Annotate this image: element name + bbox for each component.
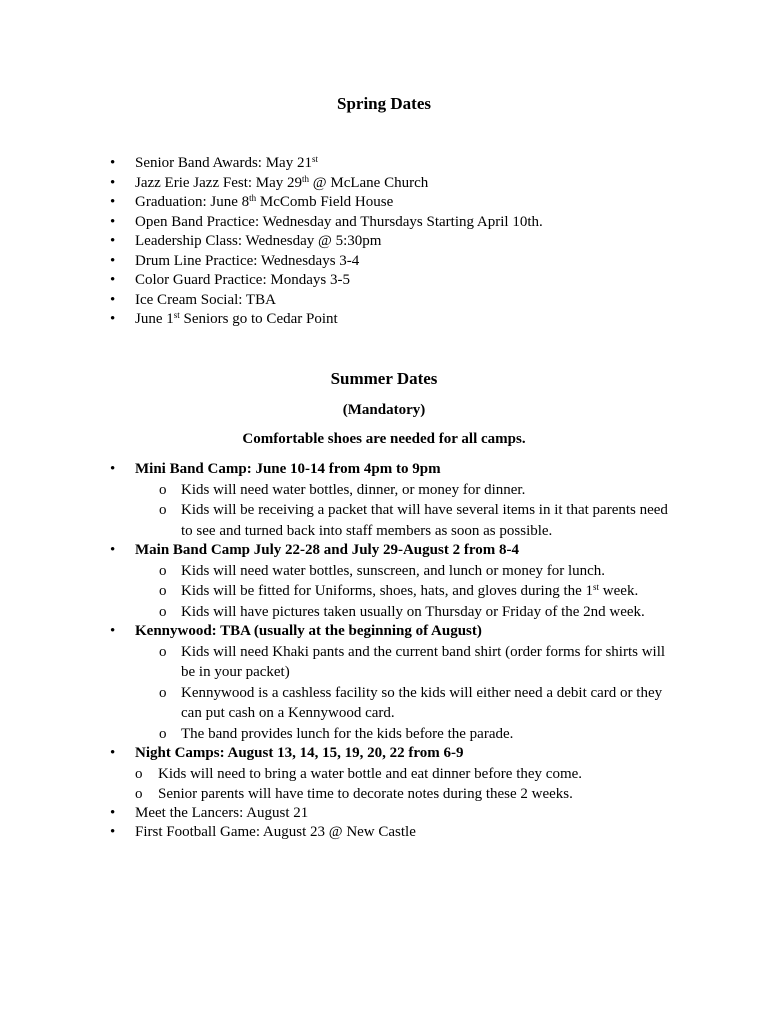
list-item: o Kids will need Khaki pants and the current band shirt (order forms for shirts will be in your packet) (159, 643, 666, 680)
bullet-icon: • (110, 272, 116, 288)
circle-bullet-icon: o (159, 643, 167, 660)
main-band-camp-item: • Main Band Camp July 22-28 and July 29-August 2 from 8-4 (0, 541, 768, 561)
bullet-icon: • (110, 623, 116, 639)
list-item: • Leadership Class: Wednesday @ 5:30pm (0, 232, 768, 252)
circle-bullet-icon: o (159, 481, 167, 498)
kennywood-item: • Kennywood: TBA (usually at the beginning of August) (0, 622, 768, 642)
bullet-icon: • (110, 213, 116, 230)
bullet-icon: • (110, 824, 116, 840)
list-item: • Drum Line Practice: Wednesdays 3-4 (0, 252, 768, 272)
summer-dates-title: Summer Dates (330, 369, 438, 388)
circle-bullet-icon: o (135, 765, 143, 782)
list-item: o Kids will need water bottles, dinner, or money for dinner. (0, 480, 768, 501)
bullet-icon: • (110, 745, 116, 761)
night-camps-item: • Night Camps: August 13, 14, 15, 19, 20, 22 from 6-9 (0, 744, 768, 764)
list-item: o Kids will need water bottles, sunscreen, and lunch or money for lunch. (0, 561, 768, 582)
circle-bullet-icon: o (159, 562, 167, 579)
list-item: o The band provides lunch for the kids before the parade. (0, 724, 768, 745)
bullet-icon: • (110, 233, 116, 249)
list-item: • Jazz Erie Jazz Fest: May 29th @ McLane Church (0, 174, 768, 194)
bullet-icon: • (110, 194, 116, 210)
bullet-icon: • (110, 291, 116, 308)
shoes-note: Comfortable shoes are needed for all camps. (242, 431, 526, 447)
spring-dates-list (0, 154, 768, 330)
circle-bullet-icon: o (159, 725, 167, 742)
circle-bullet-icon: o (159, 502, 167, 518)
first-football-game-item: • First Football Game: August 23 @ New Castle (0, 823, 768, 843)
bullet-icon: • (110, 155, 116, 171)
list-item: • Color Guard Practice: Mondays 3-5 (0, 271, 768, 291)
list-item: o Kids will be receiving a packet that will have several items in it that parents need to see and turned back into staff members as soon as possible. (159, 502, 668, 539)
circle-bullet-icon: o (159, 603, 167, 620)
bullet-icon: • (110, 542, 116, 558)
list-item: o Kennywood is a cashless facility so the kids will either need a debit card or they can put cash on a Kennywood card. (159, 684, 663, 721)
circle-bullet-icon: o (159, 583, 167, 599)
meet-the-lancers-item: • Meet the Lancers: August 21 (0, 804, 768, 824)
list-item: • Open Band Practice: Wednesday and Thursdays Starting April 10th. (0, 213, 768, 233)
circle-bullet-icon: o (135, 785, 143, 802)
list-item: • Ice Cream Social: TBA (0, 291, 768, 311)
summer-dates-list (0, 460, 768, 843)
list-item: o Kids will need to bring a water bottle and eat dinner before they come. (135, 765, 583, 782)
circle-bullet-icon: o (159, 684, 167, 701)
list-item: • Senior Band Awards: May 21st (0, 154, 768, 174)
list-item: o Senior parents will have time to decorate notes during these 2 weeks. (135, 785, 573, 802)
bullet-icon: • (110, 461, 116, 477)
spring-dates-title: Spring Dates (337, 94, 431, 113)
mandatory-subtitle: (Mandatory) (342, 402, 426, 418)
list-item: • Graduation: June 8th McComb Field House (0, 193, 768, 213)
bullet-icon: • (110, 174, 116, 191)
bullet-icon: • (110, 252, 116, 269)
bullet-icon: • (110, 311, 116, 327)
bullet-icon: • (110, 804, 116, 821)
list-item: o Kids will be fitted for Uniforms, shoes, hats, and gloves during the 1st week. (0, 581, 768, 602)
mini-band-camp-item: • Mini Band Camp: June 10-14 from 4pm to 9pm (0, 460, 768, 480)
list-item: • June 1st Seniors go to Cedar Point (0, 310, 768, 330)
list-item: o Kids will have pictures taken usually on Thursday or Friday of the 2nd week. (0, 602, 768, 623)
